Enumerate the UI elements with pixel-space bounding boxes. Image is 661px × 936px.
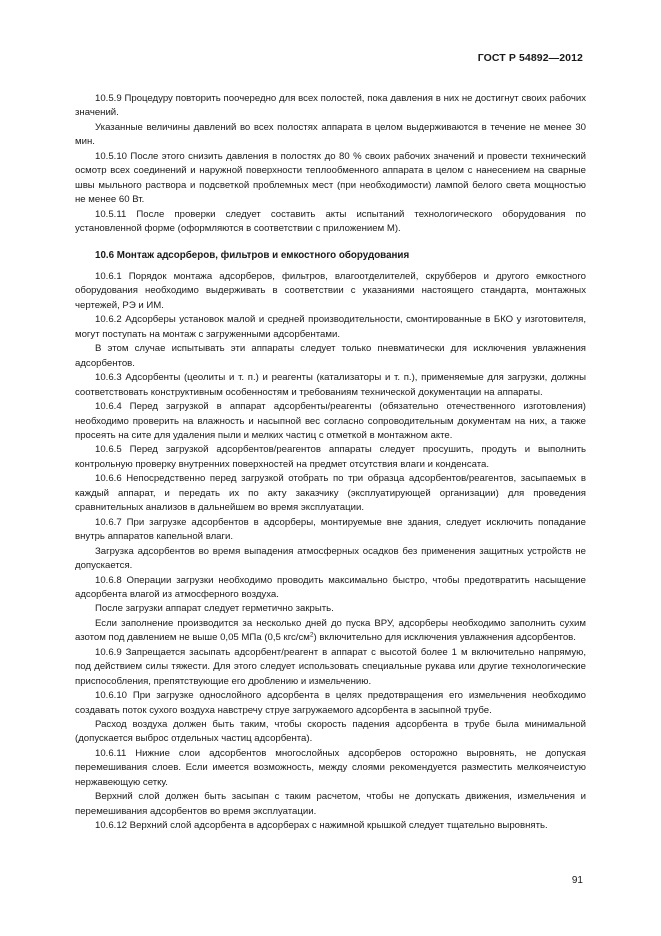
- page-body: [75, 92, 586, 834]
- nitrogen-text-end: ) включительно для исключения увлажнения адсорбентов.: [313, 632, 576, 644]
- paragraph-10-6-2: 10.6.2 Адсорберы установок малой и средней производительности, смонтированные в БКО у изготовителя, могут поступать на монтаж с загруженными адсорбентами.: [75, 314, 586, 340]
- standard-designation: ГОСТ Р 54892—2012: [477, 52, 583, 64]
- paragraph-10-5-10: 10.5.10 После этого снизить давления в полостях до 80 % своих рабочих значений и провести технический осмотр всех соединений и наружной поверхности теплообменного аппарата в целом с нанесением на сварные швы мыльного раствора и подсветкой проблемных мест (при необходимости) лампой белого света мощностью не менее 60 Вт.: [75, 150, 586, 206]
- paragraph-10-6-12: 10.6.12 Верхний слой адсорбента в адсорберах с нажимной крышкой следует тщательно выровнять.: [95, 820, 548, 832]
- superscript-power: 2: [309, 631, 314, 639]
- paragraph-10-6-4: 10.6.4 Перед загрузкой в аппарат адсорбенты/реагенты (обязательно отечественного изготовления) необходимо проверить на влажность и насыпной вес согласно сопроводительным документам на них, а также просеять на сите для удаления пыли и мелких частиц с отметкой в монтажном акте.: [75, 401, 586, 441]
- paragraph-10-6-10: 10.6.10 При загрузке однослойного адсорбента в целях предотвращения его измельчения необходимо создавать поток сухого воздуха навстречу струе загружаемого адсорбента в засыпной трубе.: [75, 690, 586, 716]
- nitrogen-text-start: Если заполнение производится за несколько дней до пуска ВРУ, адсорберы необходимо заполнить сухим азотом под давлением не выше 0,05 МПа (0,5 кгс/см: [75, 617, 586, 644]
- paragraph-10-6-9: 10.6.9 Запрещается засыпать адсорбент/реагент в аппарат с высотой более 1 м включительно напрямую, под действием силы тяжести. Для этого следует использовать специальные рукава или другие технологические приспособления, препятствующие его дроблению и измельчению.: [75, 646, 586, 687]
- paragraph-pressure-hold: Указанные величины давлений во всех полостях аппарата в целом выдерживаются в течение не менее 30 мин.: [75, 121, 586, 148]
- paragraph-precipitation: Загрузка адсорбентов во время выпадения атмосферных осадков без применения защитных устройств не допускается.: [75, 545, 586, 572]
- paragraph-10-6-3: 10.6.3 Адсорбенты (цеолиты и т. п.) и реагенты (катализаторы и т. п.), применяемые для загрузки, должны соответствовать конструктивным особенностям и требованиям технической документации на аппараты.: [75, 372, 586, 398]
- paragraph-10-6-5: 10.6.5 Перед загрузкой адсорбентов/реагентов аппараты следует просушить, продуть и выполнить контрольную проверку внутренних поверхностей на предмет отсутствия влаги и конденсата.: [75, 444, 586, 470]
- paragraph-air-flow: Расход воздуха должен быть таким, чтобы скорость падения адсорбента в трубе была минимальной (допускается выброс отдельных частиц адсорбента).: [75, 719, 586, 745]
- paragraph-10-6-6: 10.6.6 Непосредственно перед загрузкой отобрать по три образца адсорбентов/реагентов, засыпаемых в каждый аппарат, и передать их по акту заказчику (эксплуатирующей организации) для проведения сравнительных анализов в дальнейшем во время эксплуатации.: [75, 473, 586, 514]
- section-heading-10-6: 10.6 Монтаж адсорберов, фильтров и емкостного оборудования: [95, 249, 410, 261]
- paragraph-10-5-11: 10.5.11 После проверки следует составить акты испытаний технологического оборудования по установленной форме (оформляются в соответствии с приложением М).: [75, 208, 586, 235]
- paragraph-10-6-11: 10.6.11 Нижние слои адсорбентов многослойных адсорберов осторожно выровнять, не допуская перемешивания слоев. Если имеется возможность, между слоями рекомендуется разместить мелкоячеистую нержавеющую сетку.: [75, 747, 586, 788]
- paragraph-nitrogen-fill: [75, 617, 586, 646]
- paragraph-10-6-7: 10.6.7 При загрузке адсорбентов в адсорберы, монтируемые вне здания, следует исключить попадание внутрь аппаратов капельной влаги.: [75, 516, 586, 543]
- paragraph-top-layer: Верхний слой должен быть засыпан с таким расчетом, чтобы не допускать движения, измельчения и перемешивания адсорбентов во время эксплуатации.: [75, 791, 586, 817]
- paragraph-10-6-1: 10.6.1 Порядок монтажа адсорберов, фильтров, влагоотделителей, скрубберов и другого емкостного оборудования необходимо выдерживать в соответствии с указаниями настоящего стандарта, монтажных чертежей, РЭ и ИМ.: [75, 270, 586, 311]
- paragraph-pneumatic-test: В этом случае испытывать эти аппараты следует только пневматически для исключения увлажнения адсорбентов.: [75, 343, 586, 369]
- paragraph-seal-apparatus: После загрузки аппарат следует герметично закрыть.: [95, 603, 334, 615]
- page-number: 91: [571, 875, 583, 886]
- paragraph-10-6-8: 10.6.8 Операции загрузки необходимо проводить максимально быстро, чтобы предотвратить насыщение адсорбента влагой из атмосферного воздуха.: [75, 574, 586, 600]
- paragraph-10-5-9: 10.5.9 Процедуру повторить поочередно для всех полостей, пока давления в них не достигнут своих рабочих значений.: [75, 93, 586, 119]
